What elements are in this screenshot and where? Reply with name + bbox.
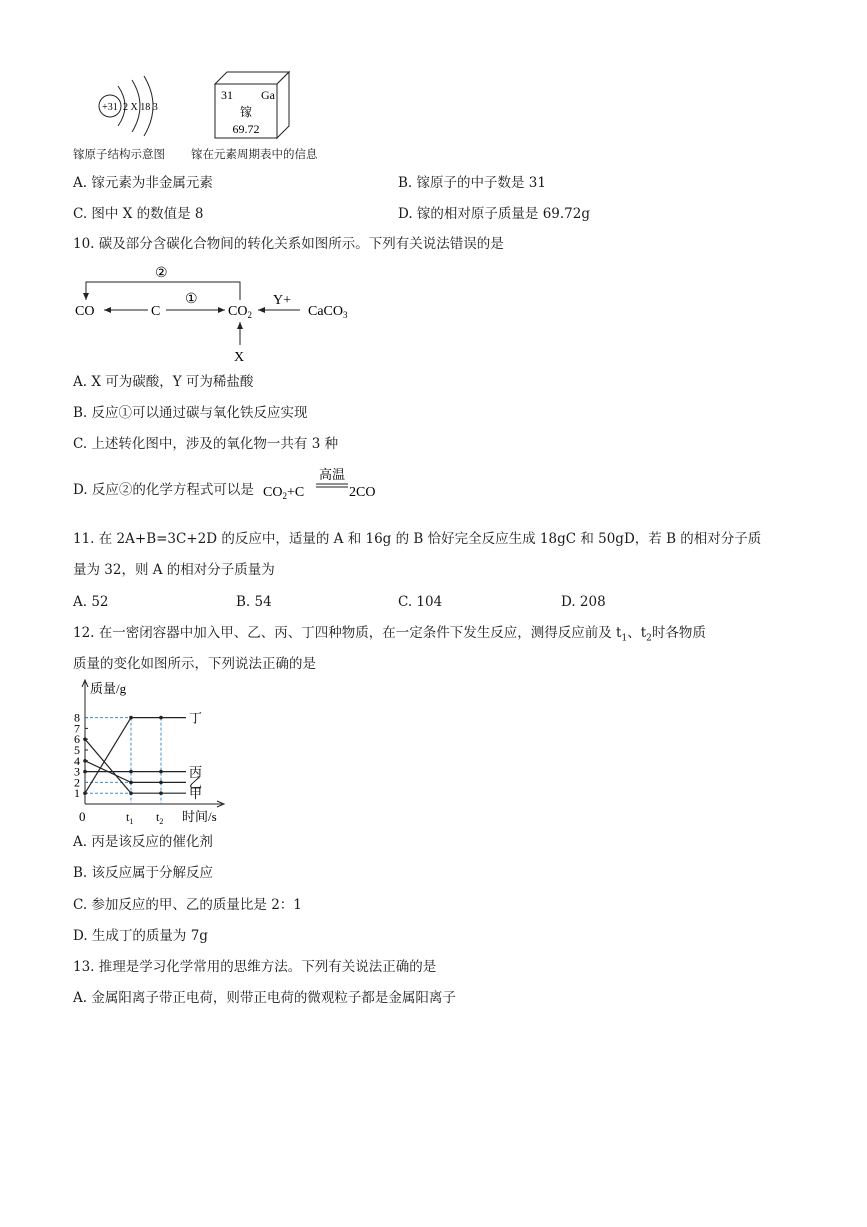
data-point (159, 791, 163, 795)
data-point (129, 716, 133, 720)
node-co2: $CO_2$ (228, 304, 252, 320)
reaction-1-label: ① (185, 292, 198, 307)
svg-text:CO2+C: $CO_2+C$ (263, 485, 305, 501)
carbon-conversion-diagram (70, 260, 370, 368)
q9-option-c: C. 图中 X 的数值是 8 (73, 206, 204, 222)
q10-option-d-equation (261, 466, 387, 502)
y-axis-label: 质量/g (90, 681, 127, 696)
series-label: 丙 (189, 764, 203, 780)
element-card-figure (212, 70, 290, 140)
data-point (129, 770, 133, 774)
atomic-number: 31 (221, 88, 233, 102)
y-tick-label: 2 (74, 775, 80, 790)
x-axis-label: 时间/s (182, 809, 217, 824)
q12-stem-line2: 质量的变化如图所示，下列说法正确的是 (73, 656, 316, 672)
reagent-y-label: Y+ (273, 293, 292, 308)
data-point (159, 770, 163, 774)
q12-option-a: A. 丙是该反应的催化剂 (73, 834, 213, 850)
series-label: 丁 (189, 710, 203, 726)
data-point (159, 716, 163, 720)
data-point (159, 781, 163, 785)
shell-electrons-label: 2 X 18 3 (123, 102, 158, 113)
q11-option-a: A. 52 (73, 594, 109, 610)
element-card-caption: 镓在元素周期表中的信息 (191, 147, 318, 161)
node-caco3: CaCO$_3$ (308, 304, 348, 320)
atom-figure-caption: 镓原子结构示意图 (73, 147, 165, 161)
data-point (83, 759, 87, 763)
q9-option-d: D. 镓的相对原子质量是 69.72g (398, 206, 591, 222)
data-point (83, 737, 87, 741)
y-tick-label: 3 (74, 764, 80, 779)
q11-option-b: B. 54 (236, 594, 272, 610)
q13-option-a: A. 金属阳离子带正电荷，则带正电荷的微观粒子都是金属阳离子 (73, 990, 456, 1006)
q10-stem: 10. 碳及部分含碳化合物间的转化关系如图所示。下列有关说法错误的是 (73, 236, 504, 252)
y-tick-label: 1 (74, 786, 80, 801)
svg-text:2CO: 2CO (349, 485, 376, 500)
y-tick-label: 4 (74, 753, 80, 768)
q12-stem-line1: 12. 在一密闭容器中加入甲、乙、丙、丁四种物质，在一定条件下发生反应，测得反应前及 $t_1$、$t_2$时各物质 (73, 625, 706, 644)
data-point (129, 791, 133, 795)
mass-time-chart (64, 676, 234, 826)
data-point (83, 770, 87, 774)
q12-option-b: B. 该反应属于分解反应 (73, 865, 214, 881)
q10-option-a: A. X 可为碳酸，Y 可为稀盐酸 (73, 374, 254, 390)
q10-option-c: C. 上述转化图中，涉及的氧化物一共有 3 种 (73, 436, 339, 452)
x-tick-label: $t_1$ (126, 810, 134, 826)
series-label: 乙 (189, 775, 203, 791)
q13-stem: 13. 推理是学习化学常用的思维方法。下列有关说法正确的是 (73, 959, 437, 975)
q10-option-b: B. 反应①可以通过碳与氧化铁反应实现 (73, 405, 308, 421)
y-tick-label: 5 (74, 743, 80, 757)
reaction-condition: 高温 (318, 467, 346, 482)
atom-structure-figure (96, 70, 162, 142)
q11-stem-line1: 11. 在 2A+B=3C+2D 的反应中，适量的 A 和 16g 的 B 恰好完全反应生成 18gC 和 50gD，若 B 的相对分子质 (73, 531, 762, 547)
node-x: X (234, 350, 245, 365)
series-line-3 (85, 739, 186, 793)
q11-option-c: C. 104 (398, 594, 443, 610)
data-point (83, 791, 87, 795)
y-tick-label: 6 (74, 732, 80, 747)
atomic-mass: 69.72 (232, 122, 260, 136)
q12-option-d: D. 生成丁的质量为 7g (73, 928, 208, 944)
element-name: 镓 (239, 105, 253, 119)
q12-option-c: C. 参加反应的甲、乙的质量比是 2：1 (73, 897, 302, 913)
element-symbol: Ga (261, 88, 275, 102)
q11-option-d: D. 208 (561, 594, 606, 610)
node-co: CO (75, 304, 95, 319)
x-tick-label: $t_2$ (156, 810, 164, 826)
node-c: C (151, 304, 161, 319)
q9-option-a: A. 镓元素为非金属元素 (73, 175, 213, 191)
series-label: 甲 (189, 786, 203, 802)
q9-option-b: B. 镓原子的中子数是 31 (398, 175, 546, 191)
q10-option-d: D. 反应②的化学方程式可以是 (73, 482, 254, 498)
y-tick-label: 8 (74, 710, 80, 725)
reaction-2-label: ② (155, 266, 168, 281)
y-tick-label: 7 (74, 721, 80, 736)
nucleus-label: +31 (102, 102, 118, 113)
origin-label: 0 (79, 809, 86, 824)
data-point (129, 781, 133, 785)
q11-stem-line2: 量为 32，则 A 的相对分子质量为 (73, 562, 275, 578)
